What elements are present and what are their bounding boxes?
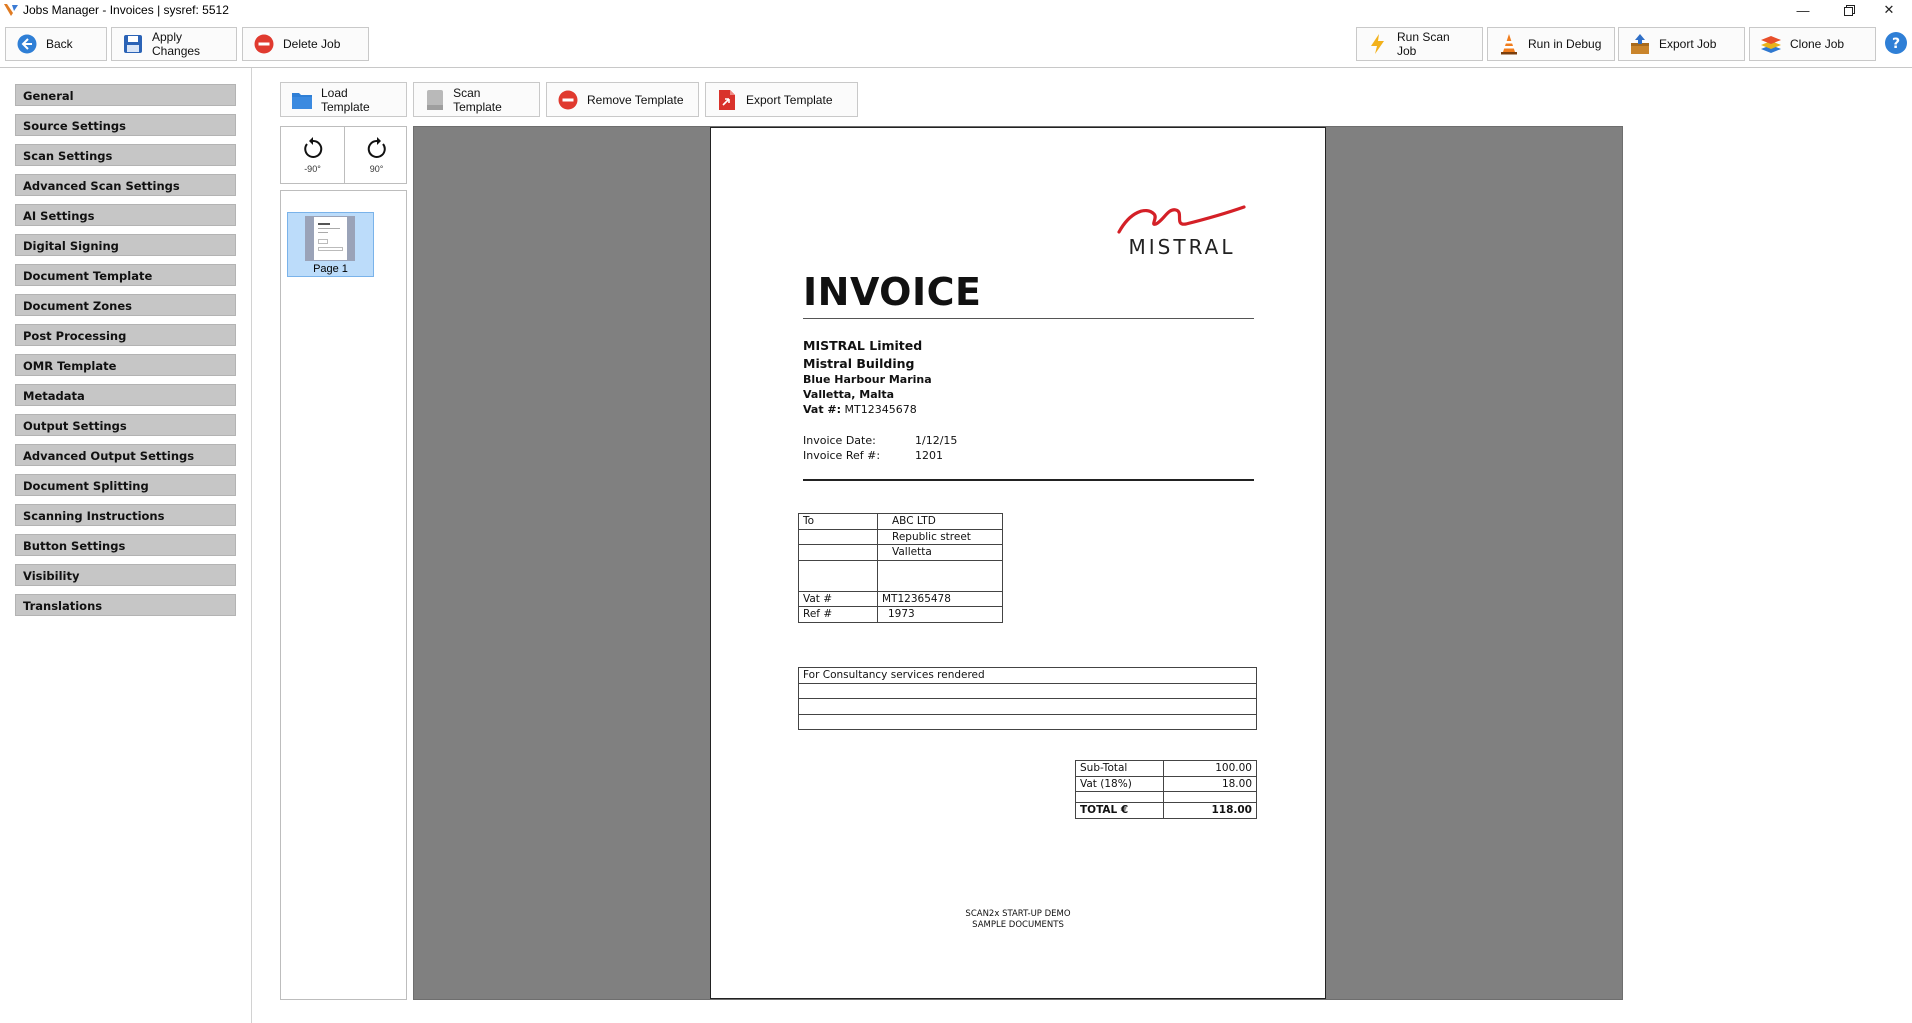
scan-template-button[interactable] (413, 82, 540, 117)
apply-changes-label: Apply Changes (152, 30, 201, 58)
folder-icon (291, 89, 313, 111)
subtotal-label: Sub-Total (1076, 761, 1164, 777)
to-ref-label: Ref # (799, 607, 878, 623)
table-row (1076, 792, 1257, 803)
to-vat-value: MT12365478 (878, 591, 1003, 607)
sidebar-item-advanced-output-settings[interactable]: Advanced Output Settings (15, 444, 236, 466)
table-row (799, 514, 1003, 530)
sidebar-item-translations[interactable]: Translations (15, 594, 236, 616)
sidebar-item-general[interactable]: General (15, 84, 236, 106)
remove-template-button[interactable] (546, 82, 699, 117)
totals-table (1075, 760, 1257, 819)
page-thumbnail-image (305, 216, 355, 261)
scan-template-label: Scan Template (453, 85, 502, 114)
page-thumbnail[interactable] (287, 212, 374, 277)
export-pdf-icon (716, 89, 738, 111)
back-button[interactable] (5, 27, 107, 61)
customer-table (798, 513, 1003, 623)
page-thumbnail-list (280, 190, 407, 1000)
apply-changes-button[interactable] (111, 27, 237, 61)
sidebar-item-document-splitting[interactable]: Document Splitting (15, 474, 236, 496)
app-logo-icon (3, 2, 19, 18)
close-window-button[interactable] (1866, 0, 1912, 20)
total-label: TOTAL € (1076, 803, 1164, 819)
to-name: ABC LTD (878, 514, 1003, 530)
sidebar-item-document-zones[interactable]: Document Zones (15, 294, 236, 316)
delete-job-button[interactable] (242, 27, 369, 61)
back-arrow-icon (16, 33, 38, 55)
window-title: Jobs Manager - Invoices | sysref: 5512 (23, 3, 229, 17)
table-row (799, 668, 1257, 684)
table-row (799, 714, 1257, 730)
table-row (1076, 761, 1257, 777)
invoice-ref-value: 1201 (915, 449, 943, 462)
close-icon: ✕ (1883, 2, 1895, 17)
svg-text:?: ? (1891, 36, 1901, 52)
restore-icon (1844, 5, 1855, 16)
sidebar-item-omr-template[interactable]: OMR Template (15, 354, 236, 376)
to-street: Republic street (878, 529, 1003, 545)
logo-text: MISTRAL (1128, 235, 1236, 259)
minimize-button[interactable] (1780, 0, 1826, 20)
sidebar-item-post-processing[interactable]: Post Processing (15, 324, 236, 346)
document-viewer[interactable] (413, 126, 1623, 1000)
delete-icon (253, 33, 275, 55)
footer-line-1: SCAN2x START-UP DEMO (965, 909, 1071, 919)
company-vat (803, 403, 917, 416)
total-value: 118.00 (1164, 803, 1257, 819)
sidebar-item-scan-settings[interactable]: Scan Settings (15, 144, 236, 166)
remove-icon (557, 89, 579, 111)
to-vat-label: Vat # (799, 591, 878, 607)
back-label: Back (46, 37, 73, 51)
title-bar (0, 0, 1912, 20)
mistral-logo (1116, 204, 1248, 262)
export-template-button[interactable] (705, 82, 858, 117)
sidebar-item-output-settings[interactable]: Output Settings (15, 414, 236, 436)
rotate-right-button[interactable] (345, 127, 408, 183)
sidebar-item-button-settings[interactable]: Button Settings (15, 534, 236, 556)
clone-job-label: Clone Job (1790, 37, 1845, 51)
company-street: Blue Harbour Marina (803, 373, 932, 386)
table-row (799, 683, 1257, 699)
load-template-label: Load Template (321, 85, 370, 114)
rotate-left-label: -90° (304, 164, 321, 174)
main-toolbar (0, 22, 1912, 68)
run-in-debug-label: Run in Debug (1528, 37, 1602, 51)
title-rule (803, 318, 1254, 319)
invoice-title: INVOICE (803, 270, 982, 314)
export-job-label: Export Job (1659, 37, 1717, 51)
load-template-button[interactable] (280, 82, 407, 117)
lightning-icon (1367, 33, 1389, 55)
company-building: Mistral Building (803, 356, 915, 371)
table-row (1076, 803, 1257, 819)
scanner-icon (424, 89, 445, 111)
invoice-date-label: Invoice Date: (803, 434, 876, 447)
sidebar-item-source-settings[interactable]: Source Settings (15, 114, 236, 136)
sidebar-item-metadata[interactable]: Metadata (15, 384, 236, 406)
invoice-document (710, 127, 1326, 999)
rotate-left-icon (300, 136, 326, 162)
sidebar-item-advanced-scan-settings[interactable]: Advanced Scan Settings (15, 174, 236, 196)
mistral-swoosh-icon (1116, 204, 1248, 238)
minimize-icon: — (1796, 2, 1810, 18)
traffic-cone-icon (1498, 33, 1520, 55)
table-row (799, 545, 1003, 561)
sidebar-item-visibility[interactable]: Visibility (15, 564, 236, 586)
save-icon (122, 33, 144, 55)
clone-job-button[interactable] (1749, 27, 1876, 61)
rotate-right-label: 90° (369, 164, 384, 174)
company-vat-label: Vat #: (803, 403, 842, 416)
table-row (799, 529, 1003, 545)
table-row (799, 591, 1003, 607)
company-vat-value: MT12345678 (844, 403, 917, 416)
rotate-left-button[interactable] (281, 127, 344, 183)
vat-label: Vat (18%) (1076, 776, 1164, 792)
sidebar-item-ai-settings[interactable]: AI Settings (15, 204, 236, 226)
to-ref-value: 1973 (878, 607, 1003, 623)
invoice-date-value: 1/12/15 (915, 434, 958, 447)
help-icon (1884, 31, 1908, 55)
to-city: Valletta (878, 545, 1003, 561)
sidebar-item-digital-signing[interactable]: Digital Signing (15, 234, 236, 256)
delete-job-label: Delete Job (283, 37, 341, 51)
export-template-label: Export Template (746, 92, 833, 107)
invoice-ref-label: Invoice Ref #: (803, 449, 881, 462)
to-label: To (799, 514, 878, 530)
table-row (799, 607, 1003, 623)
rotate-controls (280, 126, 407, 184)
run-scan-job-label: Run Scan Job (1397, 30, 1450, 58)
company-city: Valletta, Malta (803, 388, 895, 401)
table-row (799, 560, 1003, 591)
rotate-right-icon (364, 136, 390, 162)
remove-template-label: Remove Template (587, 92, 684, 107)
export-job-button[interactable] (1618, 27, 1745, 61)
layers-icon (1760, 33, 1782, 55)
run-scan-job-button[interactable] (1356, 27, 1483, 61)
table-row (1076, 776, 1257, 792)
help-button[interactable] (1884, 31, 1908, 58)
sidebar-item-scanning-instructions[interactable]: Scanning Instructions (15, 504, 236, 526)
description-table (798, 667, 1257, 730)
header-rule (803, 479, 1254, 481)
company-name: MISTRAL Limited (803, 338, 923, 353)
footer-line-2: SAMPLE DOCUMENTS (972, 920, 1064, 930)
sidebar-item-document-template[interactable]: Document Template (15, 264, 236, 286)
subtotal-value: 100.00 (1164, 761, 1257, 777)
run-in-debug-button[interactable] (1487, 27, 1615, 61)
vat-value: 18.00 (1164, 776, 1257, 792)
export-box-icon (1629, 33, 1651, 55)
table-row (799, 699, 1257, 715)
page-thumbnail-label: Page 1 (313, 263, 348, 275)
description-text: For Consultancy services rendered (799, 668, 1257, 684)
